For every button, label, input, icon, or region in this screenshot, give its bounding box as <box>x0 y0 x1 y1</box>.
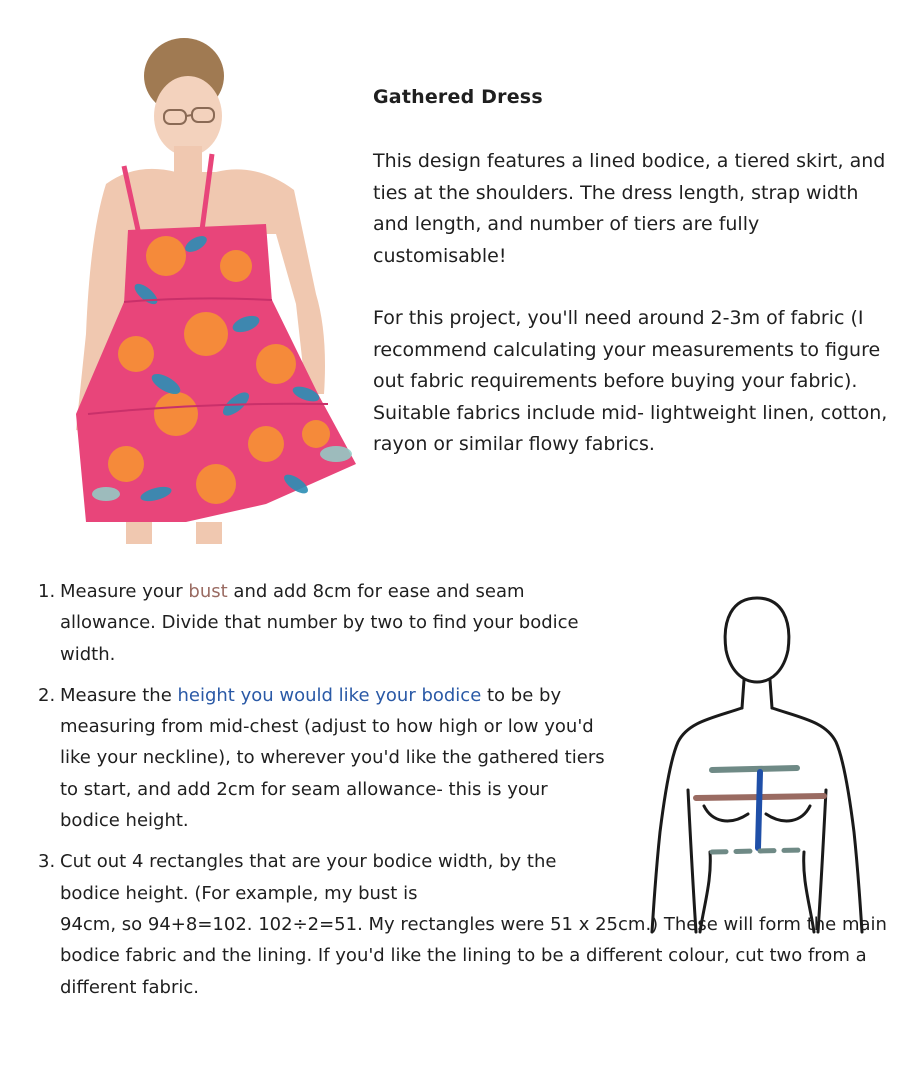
step-text: to be by measuring from mid-chest (adjust to how high or low you'd like your neckline), to wherever you'd like the gathered tiers to start, and add 2cm for seam allowance- this is your bodice height. <box>60 684 605 832</box>
step-number: 2. <box>38 684 56 706</box>
intro-paragraph: This design features a lined bodice, a tiered skirt, and ties at the shoulders. The dress length, strap width and length, and number of tiers are fully customisable! <box>373 150 886 267</box>
step-number: 1. <box>38 581 56 602</box>
bodice-height-highlight: height you would like your bodice <box>177 684 482 706</box>
instruction-steps <box>38 576 913 1013</box>
intro-text <box>373 146 893 492</box>
step-text: Measure your <box>60 581 189 602</box>
step-number: 3. <box>38 851 56 873</box>
step-text: and add 8cm for ease and seam allowance. Divide that number by two to find your bodice width. <box>60 581 579 665</box>
step-1 <box>38 576 580 670</box>
step-2 <box>38 680 605 836</box>
step-3 <box>38 846 913 1002</box>
step-text: Cut out 4 rectangles that are your bodice width, by the bodice height. (For example, my bust is <box>60 851 557 904</box>
step-text: Measure the <box>60 684 178 706</box>
bust-highlight: bust <box>188 581 228 602</box>
page-title: Gathered Dress <box>373 86 543 108</box>
dress-photo <box>66 34 360 544</box>
step-text: 94cm, so 94+8=102. 102÷2=51. My rectangles were 51 x 25cm.) These will form the main bodice fabric and the lining. If you'd like the lining to be a different colour, cut two from a different fabric. <box>60 913 887 998</box>
intro-paragraph: For this project, you'll need around 2-3m of fabric (I recommend calculating your measurements to figure out fabric requirements before buying your fabric). Suitable fabrics include mid- lightweight linen, cotton, rayon or similar flowy fabrics. <box>373 307 888 455</box>
